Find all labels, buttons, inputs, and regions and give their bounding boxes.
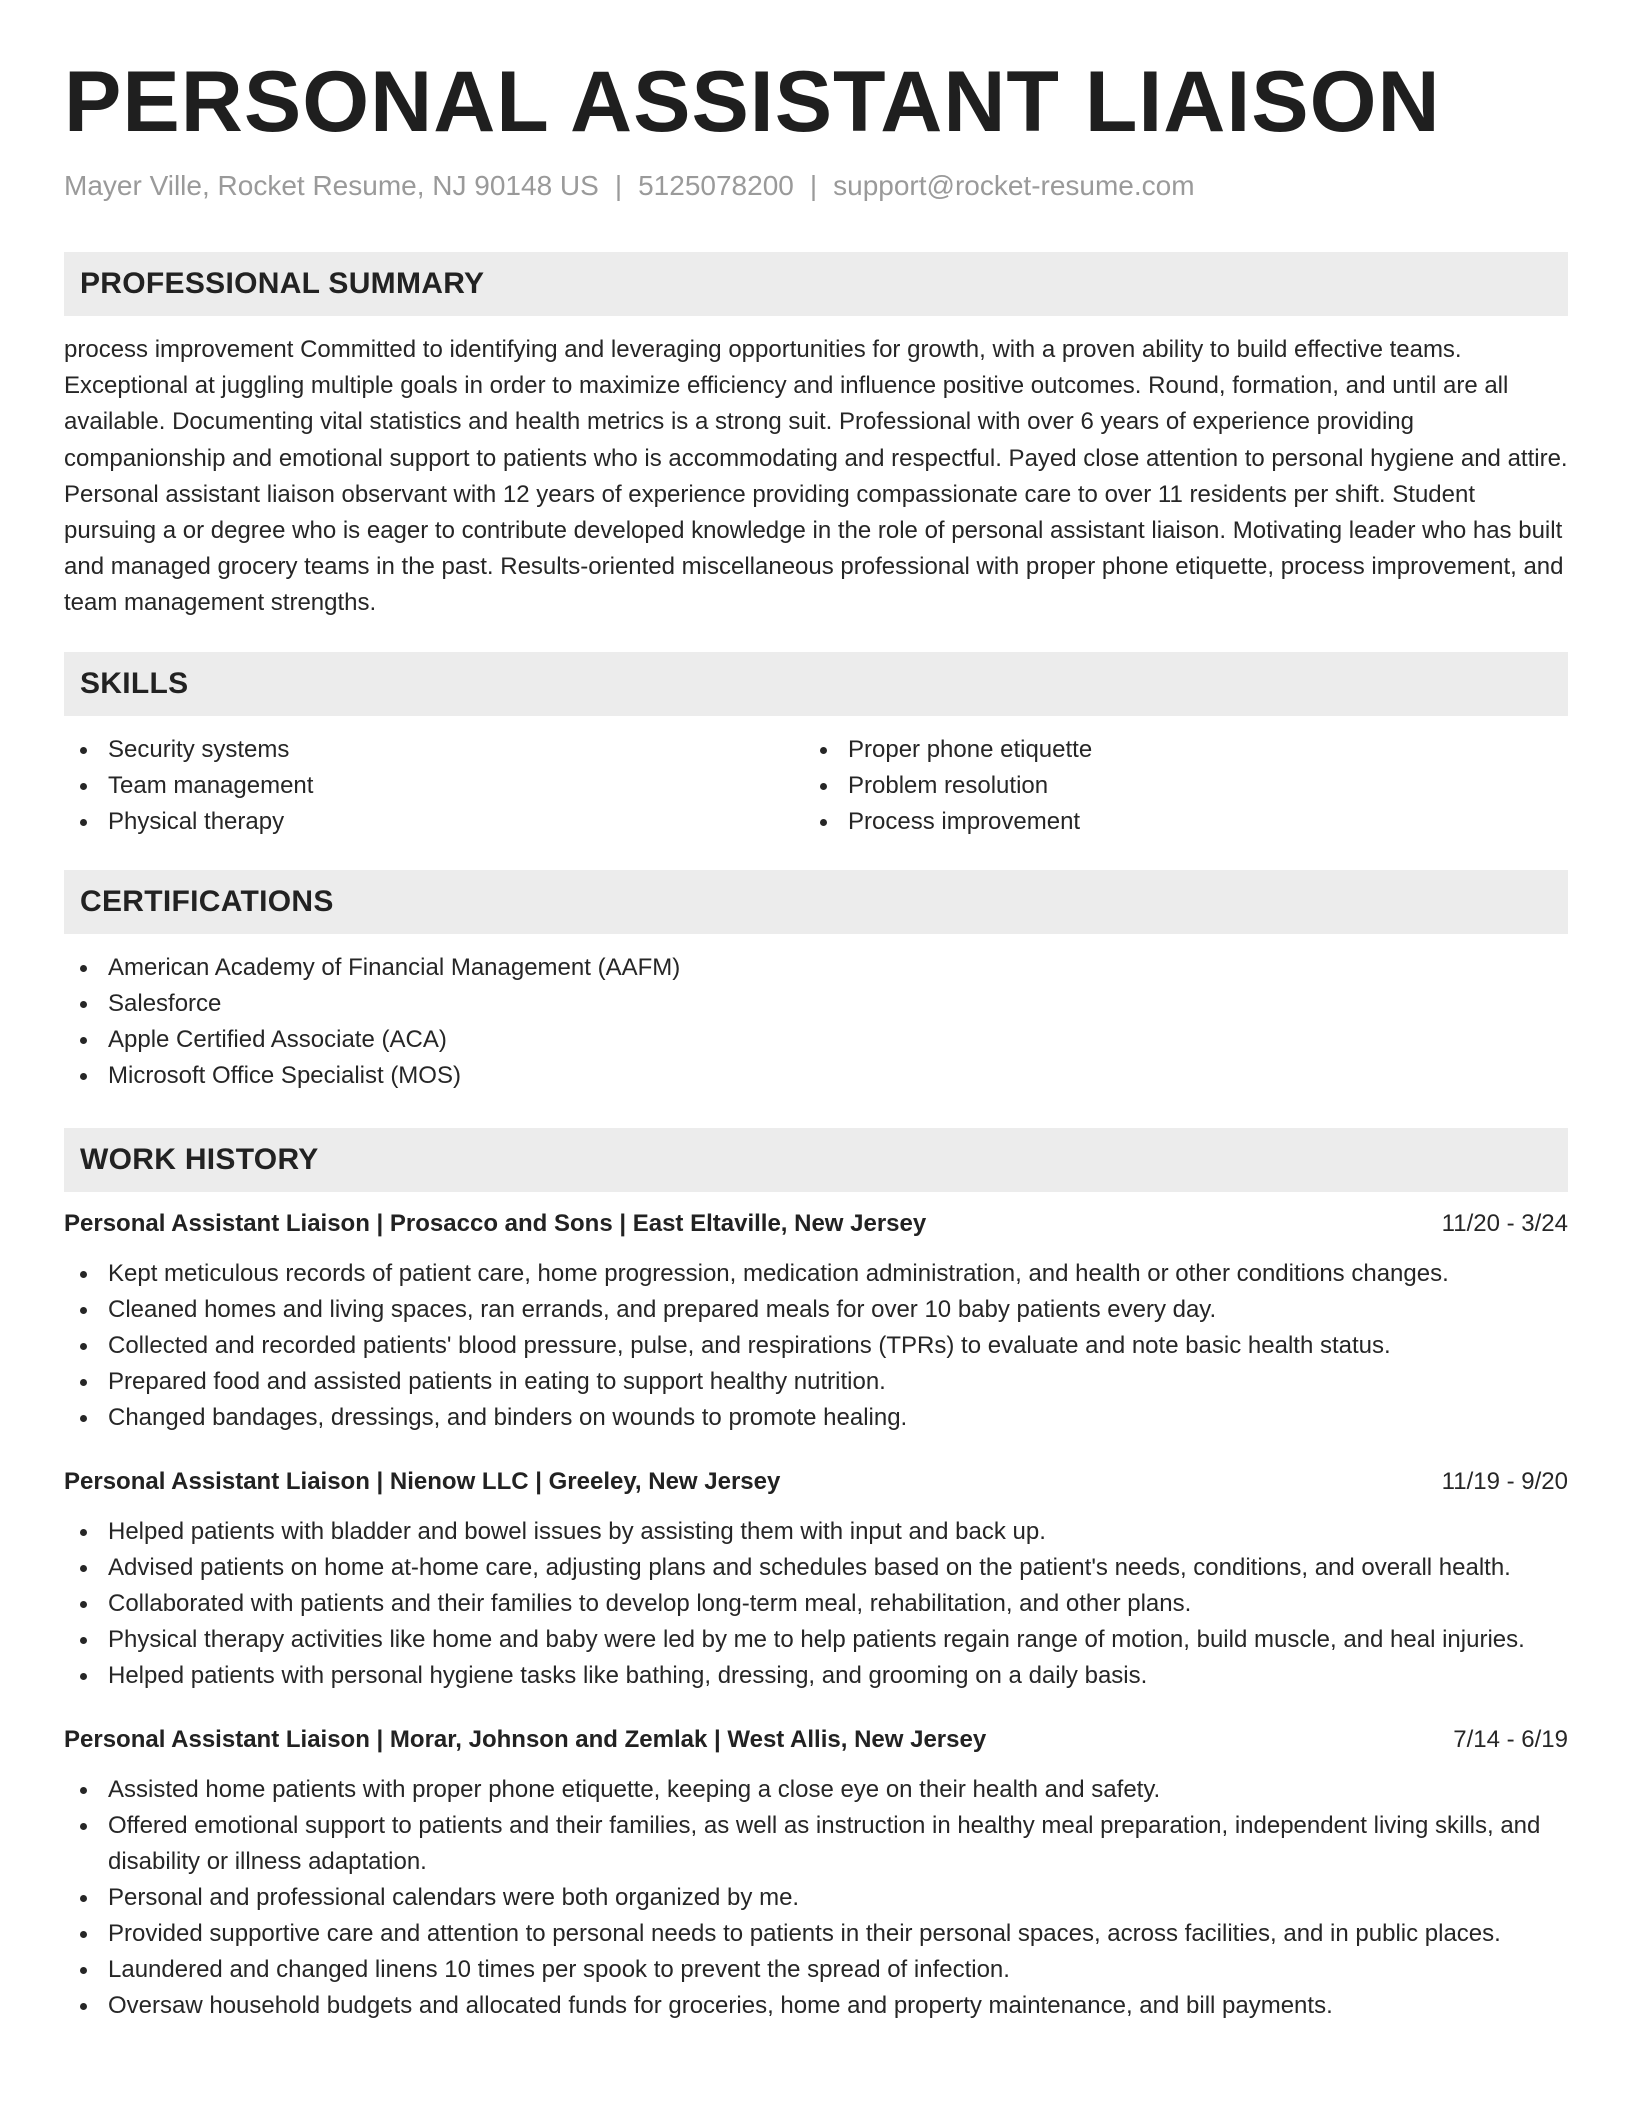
skill-item: Proper phone etiquette xyxy=(804,732,1568,768)
section-heading-skills: SKILLS xyxy=(64,652,1568,716)
certification-item: Microsoft Office Specialist (MOS) xyxy=(64,1058,1568,1094)
contact-line xyxy=(64,168,1568,204)
skills-column-left xyxy=(64,732,804,840)
job-bullets xyxy=(64,1772,1568,2024)
skill-item: Team management xyxy=(64,768,804,804)
job-title: Personal Assistant Liaison | Nienow LLC | Greeley, New Jersey xyxy=(64,1467,781,1495)
job-bullet: Physical therapy activities like home and baby were led by me to help patients regain range of motion, build muscle, and heal injuries. xyxy=(64,1622,1568,1658)
section-heading-certifications: CERTIFICATIONS xyxy=(64,870,1568,934)
contact-phone: 5125078200 xyxy=(638,170,794,201)
contact-separator: | xyxy=(809,170,818,201)
job-bullet: Oversaw household budgets and allocated funds for groceries, home and property maintenance, and bill payments. xyxy=(64,1988,1568,2024)
job-dates: 7/14 - 6/19 xyxy=(1453,1725,1568,1753)
contact-address: Mayer Ville, Rocket Resume, NJ 90148 US xyxy=(64,170,599,201)
job-title: Personal Assistant Liaison | Morar, Johnson and Zemlak | West Allis, New Jersey xyxy=(64,1725,987,1753)
skill-item: Physical therapy xyxy=(64,804,804,840)
candidate-name: PERSONAL ASSISTANT LIAISON xyxy=(64,54,1441,150)
certification-item: Apple Certified Associate (ACA) xyxy=(64,1022,1568,1058)
job-bullet: Assisted home patients with proper phone etiquette, keeping a close eye on their health and safety. xyxy=(64,1772,1568,1808)
skill-item: Security systems xyxy=(64,732,804,768)
job-entry xyxy=(64,1464,1568,1694)
certifications-list xyxy=(64,950,1568,1094)
job-bullet: Changed bandages, dressings, and binders on wounds to promote healing. xyxy=(64,1400,1568,1436)
job-bullet: Advised patients on home at-home care, adjusting plans and schedules based on the patient's needs, conditions, and overall health. xyxy=(64,1550,1568,1586)
certification-item: Salesforce xyxy=(64,986,1568,1022)
skills-list xyxy=(64,732,1568,840)
summary-text: process improvement Committed to identifying and leveraging opportunities for growth, with a proven ability to build effective teams. Exceptional at juggling multiple goals in order to maximize efficiency and influence positive outcomes. Round, formation, and until are all available. Documenting vital statistics and health metrics is a strong suit. Professional with over 6 years of experience providing companionship and emotional support to patients who is accommodating and respectful. Payed close attention to personal hygiene and attire. Personal assistant liaison observant with 12 years of experience providing compassionate care to over 11 residents per shift. Student pursuing a or degree who is eager to contribute developed knowledge in the role of personal assistant liaison. Motivating leader who has built and managed grocery teams in the past. Results-oriented miscellaneous professional with proper phone etiquette, process improvement, and team management strengths. xyxy=(64,336,1568,617)
job-title: Personal Assistant Liaison | Prosacco and Sons | East Eltaville, New Jersey xyxy=(64,1209,927,1237)
section-heading-summary: PROFESSIONAL SUMMARY xyxy=(64,252,1568,316)
skills-column-right xyxy=(804,732,1568,840)
certification-item: American Academy of Financial Management (AAFM) xyxy=(64,950,1568,986)
job-bullet: Prepared food and assisted patients in eating to support healthy nutrition. xyxy=(64,1364,1568,1400)
job-bullet: Kept meticulous records of patient care, home progression, medication administration, and health or other conditions changes. xyxy=(64,1256,1568,1292)
job-bullet: Cleaned homes and living spaces, ran errands, and prepared meals for over 10 baby patients every day. xyxy=(64,1292,1568,1328)
job-bullet: Personal and professional calendars were both organized by me. xyxy=(64,1880,1568,1916)
job-bullet: Collaborated with patients and their families to develop long-term meal, rehabilitation, and other plans. xyxy=(64,1586,1568,1622)
contact-separator: | xyxy=(614,170,623,201)
skill-item: Process improvement xyxy=(804,804,1568,840)
job-header xyxy=(64,1722,1568,1758)
job-bullet: Offered emotional support to patients and their families, as well as instruction in healthy meal preparation, independent living skills, and disability or illness adaptation. xyxy=(64,1808,1568,1880)
contact-email: support@rocket-resume.com xyxy=(833,170,1195,201)
job-dates: 11/20 - 3/24 xyxy=(1441,1209,1568,1237)
job-bullet: Provided supportive care and attention to personal needs to patients in their personal spaces, across facilities, and in public places. xyxy=(64,1916,1568,1952)
job-dates: 11/19 - 9/20 xyxy=(1441,1467,1568,1495)
job-bullets xyxy=(64,1256,1568,1436)
job-bullet: Laundered and changed linens 10 times per spook to prevent the spread of infection. xyxy=(64,1952,1568,1988)
job-entry xyxy=(64,1206,1568,1436)
job-header xyxy=(64,1464,1568,1500)
job-bullet: Helped patients with bladder and bowel issues by assisting them with input and back up. xyxy=(64,1514,1568,1550)
job-bullets xyxy=(64,1514,1568,1694)
job-bullet: Collected and recorded patients' blood pressure, pulse, and respirations (TPRs) to evaluate and note basic health status. xyxy=(64,1328,1568,1364)
skill-item: Problem resolution xyxy=(804,768,1568,804)
job-entry xyxy=(64,1722,1568,2024)
job-header xyxy=(64,1206,1568,1242)
section-heading-work-history: WORK HISTORY xyxy=(64,1128,1568,1192)
job-bullet: Helped patients with personal hygiene tasks like bathing, dressing, and grooming on a daily basis. xyxy=(64,1658,1568,1694)
